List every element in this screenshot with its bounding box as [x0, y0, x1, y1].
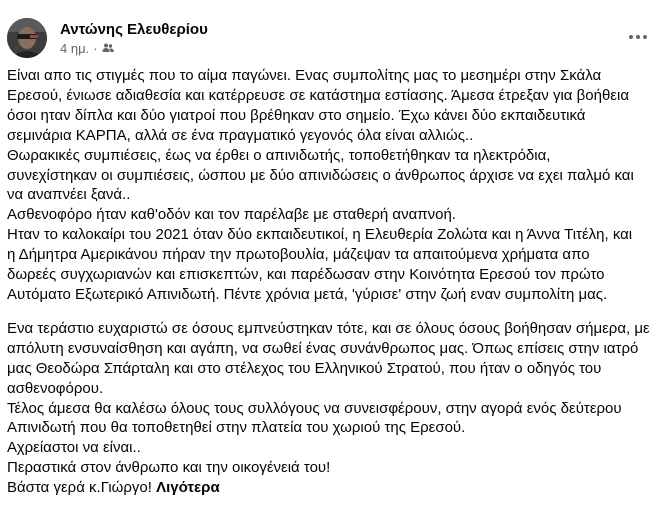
post-text-line: Τέλος άμεσα θα καλέσω όλους τους συλλόγους να συνεισφέρουν, στην αγορά ενός δεύτερου [7, 399, 622, 417]
post-text-line: Θωρακικές συμπιέσεις, έως να έρθει ο απινιδωτής, τοποθετήθηκαν τα ηλεκτρόδια, [7, 146, 551, 164]
post-text-line: Ενα τεράστιο ευχαριστώ σε όσους εμπνεύστηκαν τότε, και σε όλους όσους βοήθησαν σήμερα, με [7, 319, 650, 337]
post-text-line: όσοι ηταν δίπλα και δύο γιατροί που βρέθηκαν στο σημείο. Έχω κάνει δύο εκπαιδευτικά [7, 106, 586, 124]
friends-icon[interactable] [102, 42, 114, 54]
see-less-link[interactable]: Λιγότερα [156, 479, 220, 497]
post-header [7, 18, 208, 58]
post-text-line: Ηταν το καλοκαίρι του 2021 όταν δύο εκπαιδευτικοί, η Ελευθερία Ζολώτα και η Άννα Τιτέλη, και [7, 226, 633, 244]
separator-dot: · [93, 40, 98, 56]
more-dots-icon [629, 35, 633, 39]
post-timestamp[interactable]: 4 ημ. [60, 40, 90, 56]
closing-text: Βάστα γερά κ.Γιώργο! [7, 479, 152, 497]
post-text-line: δωρεές συγχωριανών και επισκεπτών, και παρέδωσαν στην Κοινότητα Ερεσού τον πρώτο [7, 266, 605, 284]
post-text-line: σεμινάρια ΚΑΡΠΑ, αλλά σε ένα πραγματικό γεγονός όλα είναι αλλιώς.. [7, 126, 474, 144]
closing-line [7, 478, 667, 498]
post-body [7, 66, 667, 498]
post-meta [60, 20, 208, 57]
paragraph-2 [7, 319, 667, 478]
post-text-line: Ερεσού, ένιωσε αδιαθεσία και κατέρρευσε σε κατάστημα εστίασης. Άμεσα έτρεξαν για βοήθεια [7, 86, 629, 104]
author-name[interactable]: Αντώνης Ελευθερίου [60, 20, 208, 38]
post-text-line: απόλυτη ενσυναίσθηση και αγάπη, να σωθεί ένας συνάνθρωπος μας. Όπως επίσεις στην ιατρό [7, 339, 639, 357]
post-subline [60, 40, 208, 57]
post-text-line: Αχρείαστοι να είναι.. [7, 439, 141, 457]
post-text-line: Απινιδωτή που θα τοποθετηθεί στην πλατεία του χωριού της Ερεσού. [7, 419, 466, 437]
avatar-photo [7, 18, 47, 58]
post-text-line: να αναπνέει ξανά.. [7, 186, 131, 204]
post-text-line: Ασθενοφόρο ήταν καθ'οδόν και τον παρέλαβε με σταθερή αναπνοή. [7, 206, 456, 224]
post-text-line: Αυτόματο Εξωτερικό Απινιδωτή. Πέντε χρόνια μετά, 'γύρισε' στην ζωή εναν συμπολίτη μας. [7, 285, 608, 303]
post-text-line: Περαστικά στον άνθρωπο και την οικογένειά του! [7, 459, 331, 477]
post-text-line: συνεχίστηκαν οι συμπιέσεις, ώσπου με δύο απινιδώσεις ο άνθρωπος άρχισε να εχει παλμό και [7, 166, 634, 184]
post-text-line: Είναι απο τις στιγμές που το αίμα παγώνει. Ενας συμπολίτης μας το μεσημέρι στην Σκάλα [7, 67, 602, 84]
post-text-line: μας Θεοδώρα Σπάρταλη και στο στέλεχος του Ελληνικού Στρατού, που ήταν ο οδηγός του [7, 359, 602, 377]
post-text-line: ασθενοφόρου. [7, 379, 104, 397]
paragraph-1 [7, 66, 667, 305]
more-options-button[interactable] [624, 25, 652, 49]
post-text-line: η Δήμητρα Αμερικάνου πήραν την πρωτοβουλία, μάζεψαν τα απαιτούμενα χρήματα απο [7, 246, 590, 264]
avatar[interactable] [7, 18, 47, 58]
